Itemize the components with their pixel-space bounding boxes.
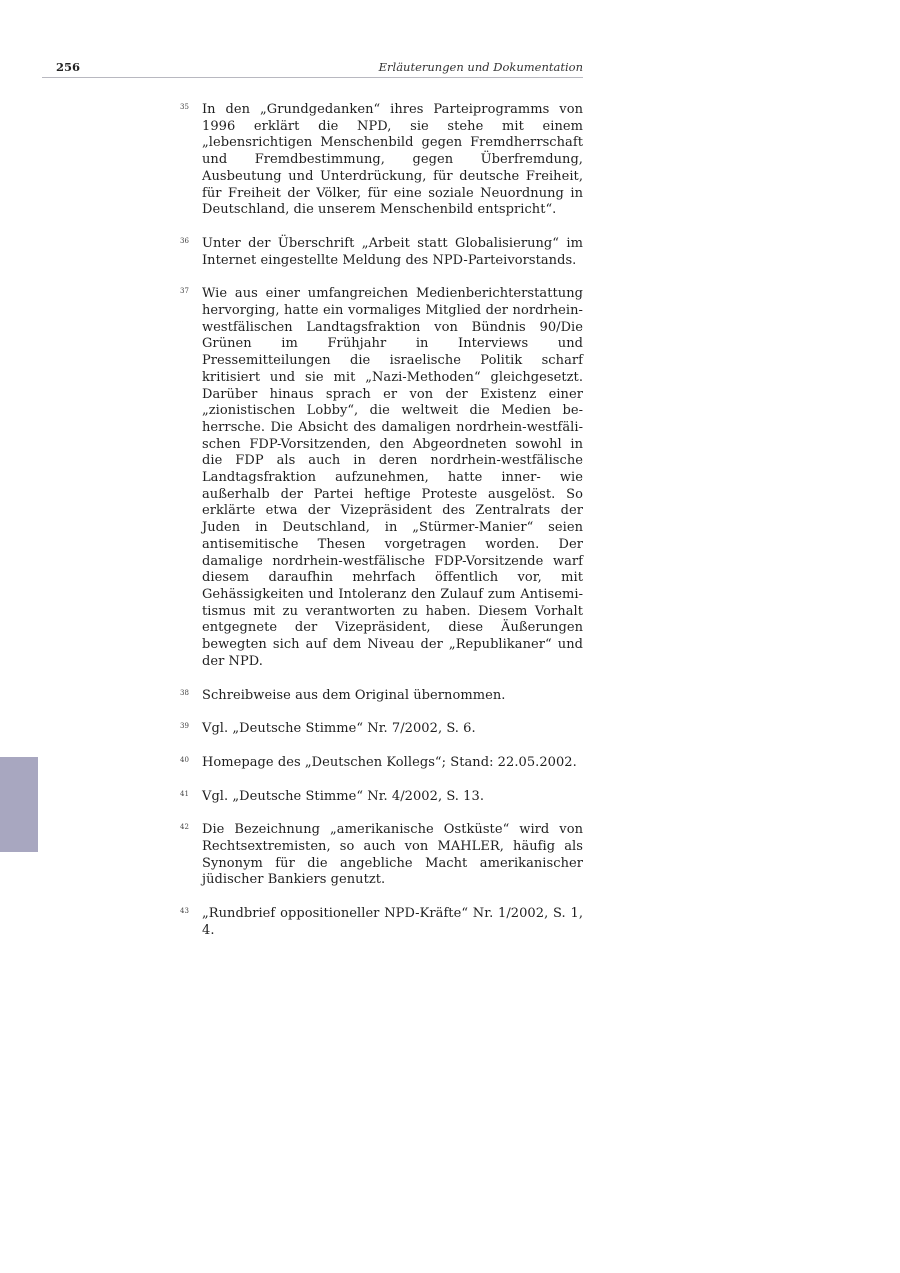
- footnote-text: Schreibweise aus dem Original übernommen.: [202, 687, 506, 703]
- footnote-number: 35: [180, 103, 189, 111]
- running-head: [42, 58, 583, 78]
- footnote-number: 36: [180, 236, 189, 245]
- section-title: Erläuterungen und Dokumentation: [378, 60, 583, 74]
- page-number: 256: [56, 60, 81, 74]
- footnotes-list: [180, 102, 583, 957]
- footnote-40: [180, 755, 583, 772]
- footnote-42: [180, 822, 583, 889]
- footnote-number: 41: [180, 789, 189, 798]
- footnote-35: [180, 102, 583, 219]
- footnote-number: 37: [180, 287, 189, 296]
- footnote-text: Wie aus einer umfangreichen Medienberichterstattung hervorging, hatte ein vormaliges Mitglied der nordrhein-westfälischen Landtagsfraktion von Bündnis 90/Die Grünen im Frühjahr in Interviews und Pressemitteilungen die israelische Politik scharf kritisiert und sie mit „Nazi-Methoden“ gleichgesetzt. Darüber hinaus sprach er von der Existenz einer „zionistischen Lobby“, die weltweit die Medien beherrsche. Die Absicht des damaligen nordrhein-westfälischen FDP-Vorsitzenden, den Abgeordneten sowohl in die FDP als auch in deren nordrhein-westfälische Landtagsfraktion aufzunehmen, hatte inner- wie außerhalb der Partei heftige Proteste ausgelöst. So erklärte etwa der Vizepräsident des Zentralrats der Juden in Deutschland, in „Stürmer-Manier“ seien antisemitische Thesen vorgetragen worden. Der damalige nordrhein-westfälische FDP-Vorsitzende warf diesem daraufhin mehrfach öffentlich vor, mit Gehässigkeiten und Intoleranz den Zulauf zum Antisemitismus mit zu verantworten zu haben. Diesem Vorhalt entgegnete der Vizepräsident, diese Äußerungen bewegten sich auf dem Niveau der „Republikaner“ und der NPD.: [202, 286, 583, 669]
- footnote-39: [180, 721, 583, 738]
- footnote-text: Vgl. „Deutsche Stimme“ Nr. 7/2002, S. 6.: [202, 721, 476, 737]
- footnote-36: [180, 236, 583, 269]
- footnote-number: 38: [180, 688, 189, 697]
- footnote-number: 42: [180, 823, 189, 832]
- footnote-38: [180, 688, 583, 705]
- footnote-number: 39: [180, 722, 189, 731]
- footnote-text: Unter der Überschrift „Arbeit statt Globalisierung“ im Internet eingestellte Meldung des NPD-Parteivorstands.: [202, 235, 583, 268]
- footnote-text: Vgl. „Deutsche Stimme“ Nr. 4/2002, S. 13.: [202, 788, 485, 804]
- footnote-text: Homepage des „Deutschen Kollegs“; Stand: 22.05.2002.: [202, 754, 577, 770]
- footnote-number: 40: [180, 755, 189, 764]
- footnote-37: [180, 286, 583, 670]
- footnote-text: Die Bezeichnung „amerikanische Ostküste“ wird von Rechtsextremisten, so auch von MAHLER, häufig als Synonym für die angebliche Macht amerikanischer jüdischer Bankiers genutzt.: [202, 822, 583, 888]
- footnote-41: [180, 789, 583, 806]
- chapter-thumb-tab: [0, 757, 38, 852]
- footnote-text: „Rundbrief oppositioneller NPD-Kräfte“ Nr. 1/2002, S. 1, 4.: [202, 906, 583, 938]
- footnote-number: 43: [180, 907, 189, 916]
- footnote-43: [180, 906, 583, 939]
- footnote-text: In den „Grundgedanken“ ihres Parteiprogramms von 1996 erklärt die NPD, sie stehe mit einem „lebensrichtigen Menschenbild gegen Fremdherrschaft und Fremdbestimmung, gegen Überfremdung, Ausbeutung und Unterdrückung, für deutsche Freiheit, für Freiheit der Völker, für eine soziale Neuordnung in Deutschland, die unserem Menschenbild entspricht“.: [202, 102, 583, 218]
